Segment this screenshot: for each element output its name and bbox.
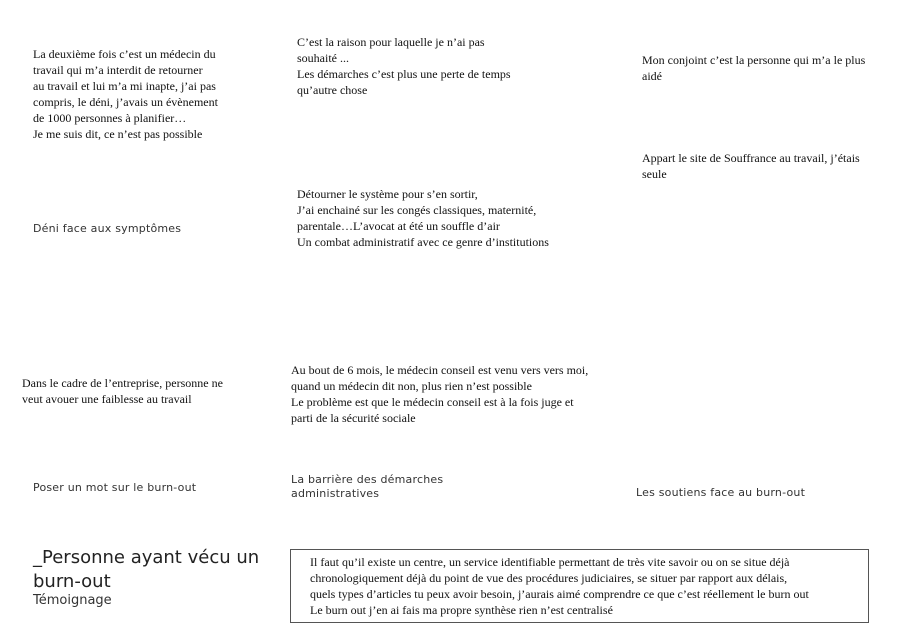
quote-centre-identifiable: Il faut qu’il existe un centre, un service identifiable permettant de très vite savoir ou on se situe déjà chronologiquement déjà du point de vue des procédures judiciaires, se situer par rapport aux délais, quels types d’articles tu peux avoir besoin, j’aurais aimé comprendre ce que c’est réellement le burn out Le burn out j’en ai fais ma propre synthèse rien n’est centralisé: [310, 555, 809, 617]
quote-box-centre: [290, 549, 869, 623]
quote-detourner-systeme: Détourner le système pour s’en sortir, J’ai enchainé sur les congés classiques, maternité, parentale…L’avocat at été un souffle d’air Un combat administratif avec ce genre d’institutions: [297, 187, 549, 249]
caption-soutiens: Les soutiens face au burn-out: [636, 486, 806, 499]
caption-deni-symptomes: Déni face aux symptômes: [33, 222, 182, 235]
quote-demarches-perte-temps: C’est la raison pour laquelle je n’ai pas souhaité ... Les démarches c’est plus une perte de temps qu’autre chose: [297, 35, 511, 97]
quote-medecin-conseil: Au bout de 6 mois, le médecin conseil est venu vers vers moi, quand un médecin dit non, plus rien n’est possible Le problème est que le médecin conseil est à la fois juge et parti de la sécurité sociale: [291, 363, 589, 425]
page-title: _Personne ayant vécu un burn-out: [33, 547, 260, 592]
quote-conjoint: Mon conjoint c’est la personne qui m’a le plus aidé: [642, 53, 866, 83]
page-subtitle: Témoignage: [33, 593, 112, 608]
quote-souffrance-travail: Appart le site de Souffrance au travail, j’étais seule: [642, 151, 860, 181]
caption-poser-mot: Poser un mot sur le burn-out: [33, 481, 197, 494]
quote-entreprise-faiblesse: Dans le cadre de l’entreprise, personne ne veut avouer une faiblesse au travail: [22, 376, 223, 406]
quote-medecin-travail: La deuxième fois c’est un médecin du travail qui m’a interdit de retourner au travail et lui m’a mi inapte, j’ai pas compris, le déni, j’avais un évènement de 1000 personnes à planifier… Je me suis dit, ce n’est pas possible: [33, 47, 218, 141]
caption-barriere-demarches: La barrière des démarches administratives: [291, 473, 444, 500]
